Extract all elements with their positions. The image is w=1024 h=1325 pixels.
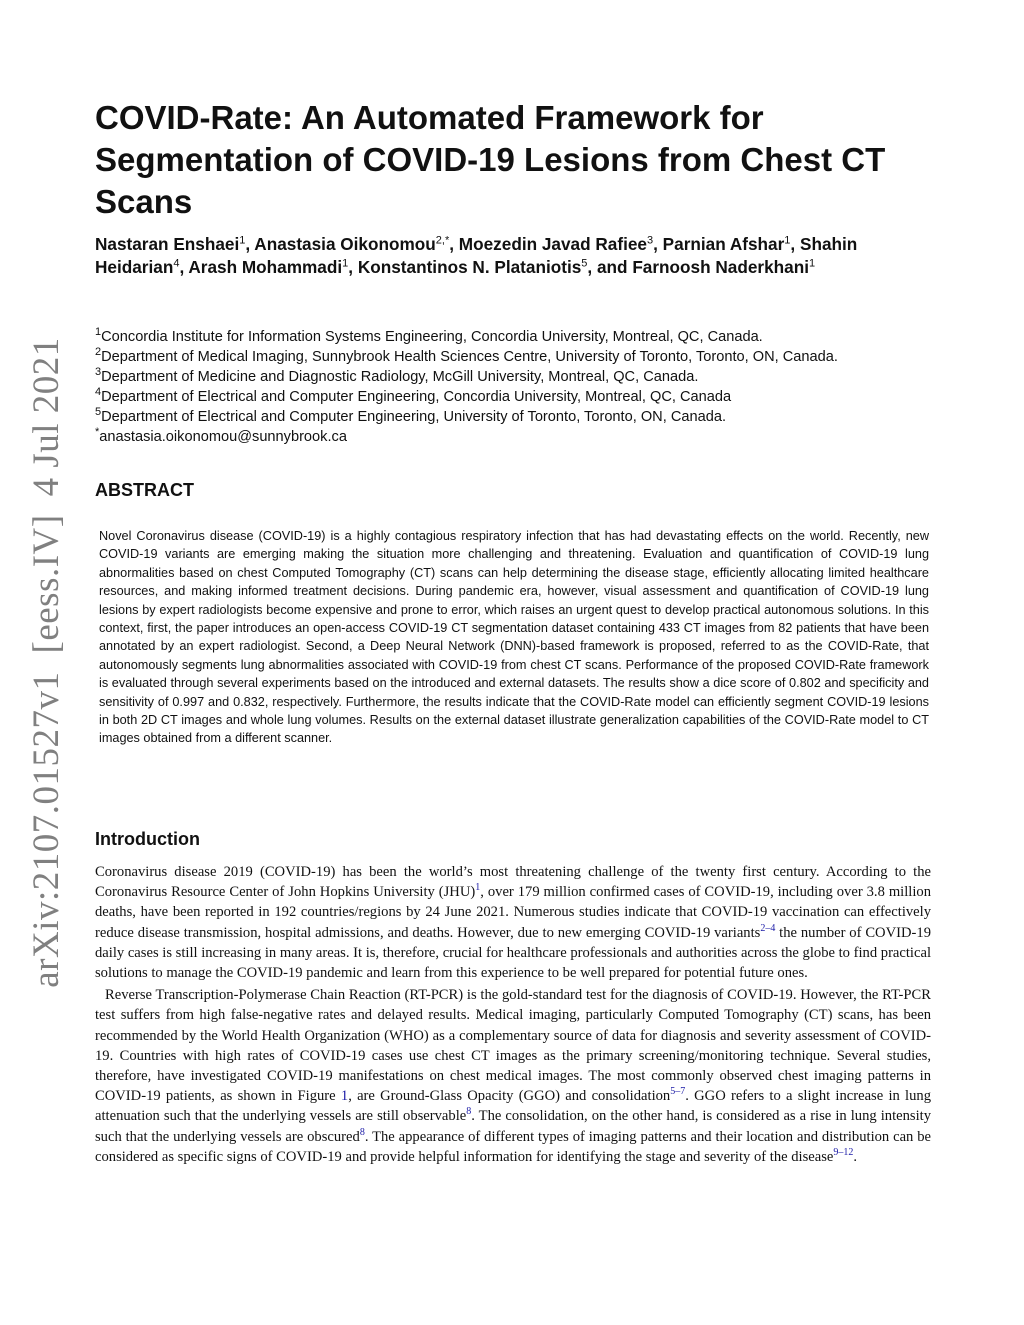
citation-link[interactable]: 9–12 [833, 1146, 854, 1158]
intro-paragraph-1: Coronavirus disease 2019 (COVID-19) has been the world’s most threatening challenge of the twenty first century. According to the Coronavirus Resource Center of John Hopkins University (JHU)$^1$, over 179 million confirmed cases of COVID-19, including over 3.8 million deaths, have been reported in 192 countries/regions by 24 June 2021. Numerous studies indicate that COVID-19 vaccination can effectively reduce disease transmission, hospital admissions, and deaths. However, due to new emerging COVID-19 variants$^{2-4}$ the number of COVID-19 daily cases is still increasing in many areas. It is, therefore, crucial for healthcare professionals and authorities across the globe to find practical solutions to manage the COVID-19 pandemic and learn from this experience to be well prepared for potential future ones. [95, 864, 931, 982]
arxiv-id[interactable]: arXiv:2107.01527v1 [25, 671, 67, 988]
author: Moezedin Javad Rafiee$^3$, [458, 234, 663, 254]
author: Nastaran Enshaei$^1$, [95, 234, 255, 254]
introduction-body [95, 862, 931, 1167]
citation-link[interactable]: 1 [475, 882, 481, 894]
author: Anastasia Oikonomou$^{2,*}$, [254, 234, 459, 254]
arxiv-stamp [25, 337, 68, 988]
author: Shahin Heidarian$^4$, [95, 234, 858, 277]
abstract-text: Novel Coronavirus disease (COVID-19) is a highly contagious respiratory infection that has had devastating effects on the world. Recently, new COVID-19 variants are emerging making the situation more challenging and threatening. Evaluation and quantification of COVID-19 lung abnormalities based on chest Computed Tomography (CT) scans can help determining the disease stage, efficiently allocating limited healthcare resources, and making informed treatment decisions. During pandemic era, however, visual assessment and quantification of COVID-19 lung lesions by expert radiologists become expensive and prone to error, which raises an urgent quest to develop practical autonomous solutions. In this context, first, the paper introduces an open-access COVID-19 CT segmentation dataset containing 433 CT images from 82 patients that have been annotated by an expert radiologist. Second, a Deep Neural Network (DNN)-based framework is proposed, referred to as the COVID-Rate, that autonomously segments lung abnormalities associated with COVID-19 from chest CT scans. Performance of the proposed COVID-Rate framework is evaluated through several experiments based on the introduced and external datasets. The results show a dice score of 0.802 and specificity and sensitivity of 0.997 and 0.832, respectively. Furthermore, the results indicate that the COVID-Rate model can efficiently segment COVID-19 lesions in both 2D CT images and whole lung volumes. Results on the external dataset illustrate generalization capabilities of the COVID-Rate model to CT images obtained from a different scanner. [99, 529, 929, 746]
intro-paragraph-2: Reverse Transcription-Polymerase Chain Reaction (RT-PCR) is the gold-standard test for the diagnosis of COVID-19. However, the RT-PCR test suffers from high false-negative rates and delayed results. Medical imaging, particularly Computed Tomography (CT) scans, has been recommended by the World Health Organization (WHO) as a complementary source of data for diagnosis and severity assessment of COVID-19. Countries with high rates of COVID-19 cases use chest CT images as the primary screening/monitoring technique. Several studies, therefore, have investigated COVID-19 manifestations on chest medical images. The most commonly observed chest imaging patterns in COVID-19 patients, as shown in Figure 1, are Ground-Glass Opacity (GGO) and consolidation$^{5-7}$. GGO refers to a slight increase in lung attenuation such that the underlying vessels are still observable$^8$. The consolidation, on the other hand, is considered as a rise in lung intensity such that the underlying vessels are obscured$^8$. The appearance of different types of imaging patterns and their location and distribution can be considered as specific signs of COVID-19 and provide helpful information for identifying the stage and severity of the disease$^{9-12}$. [95, 987, 932, 1165]
arxiv-category: [eess.IV] [25, 514, 67, 654]
affiliation: $^2$Department of Medical Imaging, Sunnybrook Health Sciences Centre, University of Toronto, Toronto, ON, Canada. [95, 346, 838, 365]
author: Parnian Afshar$^1$, [662, 234, 800, 254]
introduction-heading: Introduction [95, 829, 200, 849]
affiliation-list [95, 327, 945, 447]
arxiv-date: 4 Jul 2021 [25, 337, 67, 497]
abstract-heading: ABSTRACT [95, 480, 194, 500]
arxiv-sidebar [18, 0, 74, 1325]
corresponding-email: *anastasia.oikonomou@sunnybrook.ca [95, 426, 347, 445]
citation-link[interactable]: 5–7 [670, 1086, 686, 1098]
citation-link[interactable]: 8 [466, 1106, 472, 1118]
author: Farnoosh Naderkhani$^1$ [632, 257, 816, 277]
paper-title: COVID-Rate: An Automated Framework for Segmentation of COVID-19 Lesions from Chest CT Scans [95, 99, 886, 220]
author: Arash Mohammadi$^1$, [188, 257, 358, 277]
author-list [95, 233, 935, 279]
figure-link[interactable]: 1 [340, 1088, 349, 1105]
affiliation: $^3$Department of Medicine and Diagnostic Radiology, McGill University, Montreal, QC, Canada. [95, 366, 699, 385]
citation-link[interactable]: 8 [359, 1126, 365, 1138]
author: Konstantinos N. Plataniotis$^5$, and [357, 257, 633, 277]
citation-link[interactable]: 2–4 [760, 922, 776, 934]
affiliation: $^1$Concordia Institute for Information Systems Engineering, Concordia University, Montreal, QC, Canada. [95, 326, 763, 345]
affiliation: $^4$Department of Electrical and Computer Engineering, Concordia University, Montreal, QC, Canada [95, 386, 732, 405]
affiliation: $^5$Department of Electrical and Computer Engineering, University of Toronto, Toronto, ON, Canada. [95, 406, 727, 425]
